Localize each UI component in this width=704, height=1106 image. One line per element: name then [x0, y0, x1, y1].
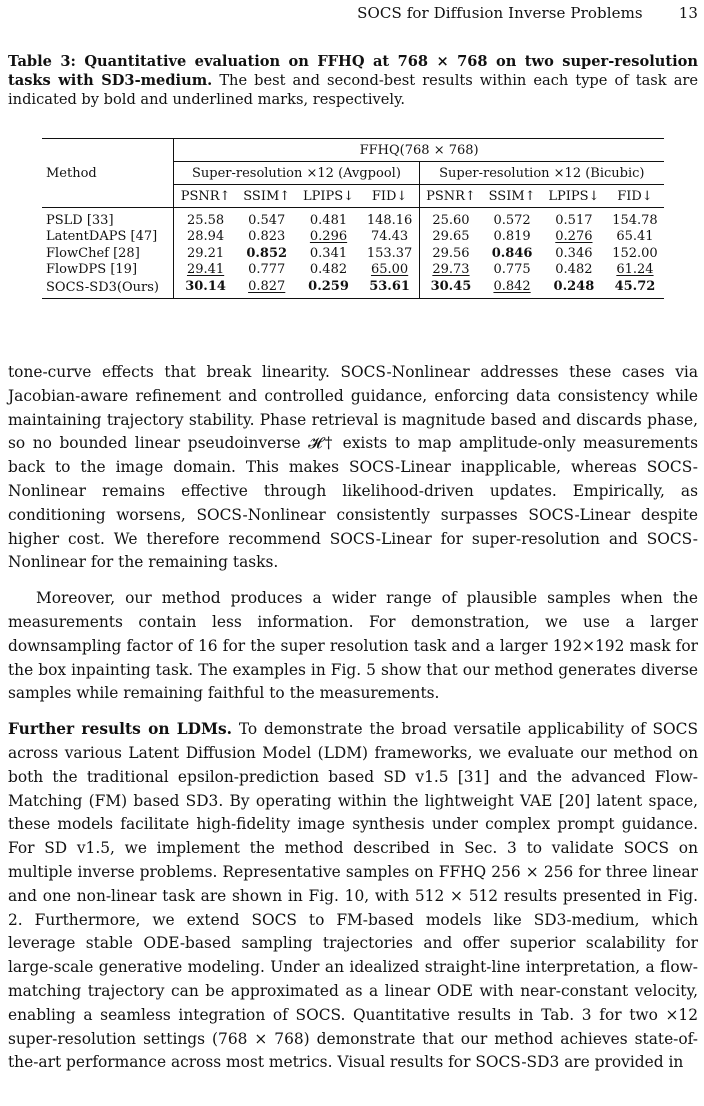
paragraph: [8, 587, 698, 706]
table-row: [42, 262, 664, 279]
table-cell: [606, 262, 664, 279]
cell-value: 0.827: [248, 278, 286, 294]
cell-value: 153.37: [366, 245, 413, 261]
cell-value: 25.58: [186, 212, 225, 228]
table-cell: [296, 229, 360, 246]
results-table: [42, 138, 664, 299]
table-cell: [419, 245, 482, 262]
table-cell: [606, 229, 664, 246]
table-cell: [174, 208, 237, 229]
cell-value: 0.823: [248, 229, 286, 245]
cell-value: 29.41: [186, 262, 225, 278]
cell-value: 29.73: [432, 262, 470, 278]
table-cell: [606, 245, 664, 262]
metric-header: SSIM↑: [488, 188, 536, 204]
cell-value: 0.547: [248, 212, 286, 228]
table-cell: [174, 278, 237, 298]
method-name: SOCS-SD3(Ours): [46, 280, 159, 296]
table-cell: [237, 245, 297, 262]
method-name: LatentDAPS [47]: [46, 229, 158, 245]
cell-value: 154.78: [612, 212, 658, 228]
caption-label: Table 3: Quantitative evaluation on FFHQ at 768 × 768 on two super-resolution tasks with SD3-medium.: [8, 53, 698, 89]
cell-value: 0.259: [308, 278, 349, 294]
cell-value: 30.14: [185, 278, 226, 294]
metric-header: PSNR↑: [174, 185, 237, 208]
metric-header: PSNR↑: [419, 185, 482, 208]
table-cell: [237, 262, 297, 279]
cell-value: 0.482: [555, 262, 593, 278]
cell-value: 25.60: [432, 212, 470, 228]
cell-value: 0.341: [309, 245, 348, 261]
paragraph: [8, 361, 698, 575]
run-in-heading: Further results on LDMs.: [8, 720, 233, 739]
cell-value: 53.61: [369, 278, 410, 294]
table-cell: [606, 278, 664, 298]
table-cell: [419, 208, 482, 229]
table-cell: [361, 208, 420, 229]
paragraph: [8, 718, 698, 1075]
table-cell: [361, 245, 420, 262]
group-header-bicubic: Super-resolution ×12 (Bicubic): [419, 162, 664, 185]
paragraph-text: tone-curve effects that break linearity. SOCS-Nonlinear addresses these cases via Jacobian-aware refinement and controlled guidance, enforcing data consistency while maintaining trajectory stability. Phase retrieval is magnitude based and discards phase, so no bounded linear pseudoinverse 𝓗† exists to map amplitude-only measurements back to the image domain. This makes SOCS-Linear inapplicable, whereas SOCS-Nonlinear remains effective through likelihood-driven updates. Empirically, as conditioning worsens, SOCS-Nonlinear consistently surpasses SOCS-Linear despite higher cost. We therefore recommend SOCS-Linear for super-resolution and SOCS-Nonlinear for the remaining tasks.: [8, 363, 698, 572]
table-cell: [419, 229, 482, 246]
table-cell: [419, 262, 482, 279]
table-cell: [296, 245, 360, 262]
table-row: [42, 229, 664, 246]
cell-value: 29.65: [432, 229, 470, 245]
table-caption: [8, 52, 698, 109]
cell-value: 0.842: [493, 278, 531, 294]
table-cell: [296, 262, 360, 279]
cell-value: 61.24: [616, 262, 654, 278]
caption-text: The best and second-best results within each type of task are indicated by bold and underlined marks, respectively.: [8, 72, 699, 108]
cell-value: 0.819: [493, 229, 531, 245]
cell-value: 0.482: [309, 262, 348, 278]
metric-header: FID↓: [371, 188, 408, 204]
running-title: SOCS for Diffusion Inverse Problems: [357, 4, 643, 22]
paragraph-text: Moreover, our method produces a wider range of plausible samples when the measurements contain less information. For demonstration, we use a larger downsampling factor of 16 for the super resolution task and a larger 192×192 mask for the box inpainting task. The examples in Fig. 5 show that our method generates diverse samples while remaining faithful to the measurements.: [8, 589, 698, 703]
cell-value: 148.16: [366, 212, 413, 228]
cell-value: 28.94: [186, 229, 225, 245]
cell-value: 0.276: [555, 229, 593, 245]
page-number: 13: [678, 4, 698, 22]
paragraph-text: To demonstrate the broad versatile applicability of SOCS across various Latent Diffusion Model (LDM) frameworks, we evaluate our method on both the traditional epsilon-prediction based SD v1.5 [31] and the advanced Flow-Matching (FM) based SD3. By operating within the lightweight VAE [20] latent space, these models facilitate high-fidelity image synthesis under complex prompt guidance. For SD v1.5, we implement the method described in Sec. 3 to validate SOCS on multiple inverse problems. Representative samples on FFHQ 256 × 256 for three linear and one non-linear task are shown in Fig. 10, with 512 × 512 results presented in Fig. 2. Furthermore, we extend SOCS to FM-based models like SD3-medium, which leverage stable ODE-based sampling trajectories and offer superior scalability for large-scale generative modeling. Under an idealized straight-line interpretation, a flow-matching trajectory can be approximated as a linear ODE with near-constant velocity, enabling a seamless integration of SOCS. Quantitative results in Tab. 3 for two ×12 super-resolution settings (768 × 768) demonstrate that our method achieves state-of-the-art performance across most metrics. Visual results for SOCS-SD3 are provided in: [8, 720, 698, 1072]
cell-value: 29.21: [186, 245, 225, 261]
cell-value: 45.72: [614, 278, 656, 294]
table-cell: [542, 245, 606, 262]
cell-value: 0.296: [309, 229, 348, 245]
table-cell: [542, 229, 606, 246]
metric-header: FID↓: [617, 188, 653, 204]
cell-value: 152.00: [612, 245, 658, 261]
table-row: [42, 278, 664, 298]
table-cell: [237, 278, 297, 298]
cell-value: 0.775: [493, 262, 531, 278]
cell-value: 0.517: [555, 212, 593, 228]
method-name: FlowDPS [19]: [46, 262, 138, 278]
cell-value: 65.41: [616, 229, 654, 245]
table-row: [42, 208, 664, 229]
table-cell: [482, 208, 542, 229]
cell-value: 74.43: [370, 229, 409, 245]
method-header: Method: [42, 139, 174, 208]
cell-value: 0.481: [309, 212, 348, 228]
table-row: [42, 245, 664, 262]
method-name: FlowChef [28]: [46, 245, 140, 261]
cell-value: 0.852: [246, 245, 288, 261]
method-name: PSLD [33]: [46, 212, 114, 228]
cell-value: 0.346: [555, 245, 593, 261]
table-cell: [296, 208, 360, 229]
cell-value: 29.56: [432, 245, 470, 261]
cell-value: 0.846: [491, 245, 533, 261]
cell-value: 0.248: [553, 278, 595, 294]
table-cell: [482, 245, 542, 262]
table-cell: [606, 208, 664, 229]
table-cell: [174, 262, 237, 279]
body-text: [8, 361, 698, 1075]
cell-value: 30.45: [430, 278, 472, 294]
table-cell: [361, 262, 420, 279]
table-cell: [361, 229, 420, 246]
table-cell: [542, 278, 606, 298]
table-cell: [174, 245, 237, 262]
table-cell: [237, 229, 297, 246]
table-cell: [482, 229, 542, 246]
table-cell: [174, 229, 237, 246]
table-cell: [237, 208, 297, 229]
group-header-avgpool: Super-resolution ×12 (Avgpool): [174, 162, 419, 185]
table-cell: [542, 208, 606, 229]
table-cell: [419, 278, 482, 298]
cell-value: 0.777: [248, 262, 286, 278]
metric-header: LPIPS↓: [548, 188, 600, 204]
running-header: [357, 4, 698, 22]
dataset-header: FFHQ(768 × 768): [174, 139, 664, 162]
cell-value: 65.00: [370, 262, 409, 278]
table-cell: [361, 278, 420, 298]
table-cell: [482, 278, 542, 298]
table-cell: [296, 278, 360, 298]
metric-header: LPIPS↓: [302, 188, 355, 204]
cell-value: 0.572: [493, 212, 531, 228]
metric-header: SSIM↑: [243, 188, 291, 204]
table-cell: [542, 262, 606, 279]
table-cell: [482, 262, 542, 279]
